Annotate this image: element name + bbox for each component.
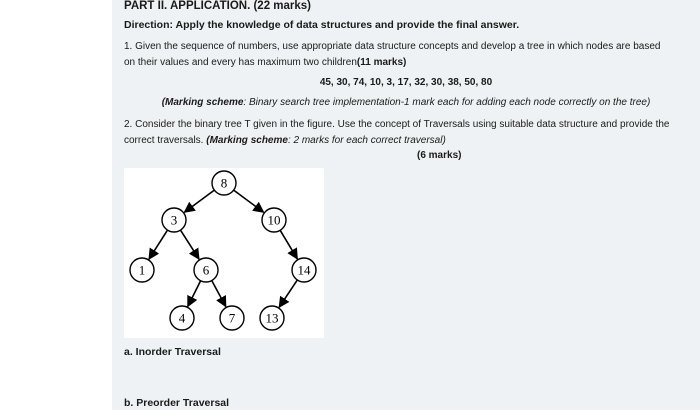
tree-edge-10-14 (280, 230, 297, 259)
question-2-marks: (6 marks) (417, 150, 462, 161)
tree-node-label: 14 (297, 262, 311, 278)
number-sequence: 45, 30, 74, 10, 3, 17, 32, 30, 38, 50, 80 (319, 77, 493, 88)
tree-node-label: 13 (265, 310, 279, 326)
section-title: PART II. APPLICATION. (22 marks) (124, 0, 312, 12)
tree-node-label: 10 (267, 212, 281, 228)
tree-node-14 (292, 258, 316, 282)
question-1-marks: (11 marks) (356, 57, 407, 68)
tree-node-label: 1 (138, 262, 146, 278)
binary-tree-figure (124, 168, 324, 338)
marking-scheme-1-label: (Marking scheme (161, 97, 244, 108)
tree-edge-6-4 (188, 281, 201, 307)
tree-node-label: 8 (220, 175, 228, 191)
question-1-text: on their values and every has maximum two children (124, 57, 357, 68)
tree-node-label: 6 (202, 262, 210, 278)
tree-edge-8-10 (234, 190, 264, 212)
binary-tree-diagram (124, 168, 324, 338)
question-1-line-2 (124, 57, 406, 68)
marking-scheme-1 (112, 97, 700, 108)
tree-edge-3-6 (180, 230, 199, 259)
tree-node-label: 7 (228, 310, 236, 326)
tree-edge-8-3 (184, 190, 214, 212)
tree-node-7 (220, 306, 244, 330)
tree-edge-3-1 (149, 230, 168, 259)
tree-edge-14-13 (279, 280, 297, 307)
tree-node-10 (262, 208, 286, 232)
tree-node-4 (170, 306, 194, 330)
tree-node-3 (162, 208, 186, 232)
marking-scheme-1-text: : Binary search tree implementation-1 mark each for adding each node correctly on the tree) (243, 97, 651, 108)
tree-node-label: 4 (178, 310, 186, 326)
document-page (112, 0, 700, 410)
direction-text: Direction: Apply the knowledge of data structures and provide the final answer. (124, 19, 520, 31)
tree-node-6 (194, 258, 218, 282)
question-2-line-2 (124, 135, 446, 146)
tree-edge-6-7 (212, 281, 226, 307)
left-margin (0, 0, 113, 410)
question-2-text: correct traversals. (124, 135, 207, 146)
tree-node-8 (212, 171, 236, 195)
tree-node-1 (130, 258, 154, 282)
question-1-line-1: 1. Given the sequence of numbers, use appropriate data structure concepts and develop a tree in which nodes are based (124, 41, 661, 52)
marking-scheme-2-text: : 2 marks for each correct traversal) (287, 135, 446, 146)
marking-scheme-2-label: (Marking scheme (206, 135, 288, 146)
subpart-a-inorder: a. Inorder Traversal (124, 346, 221, 358)
subpart-b-preorder: b. Preorder Traversal (124, 397, 230, 409)
question-2-line-1: 2. Consider the binary tree T given in the figure. Use the concept of Traversals using suitable data structure and provide the (124, 119, 670, 130)
tree-node-13 (260, 306, 284, 330)
tree-node-label: 3 (170, 212, 178, 228)
